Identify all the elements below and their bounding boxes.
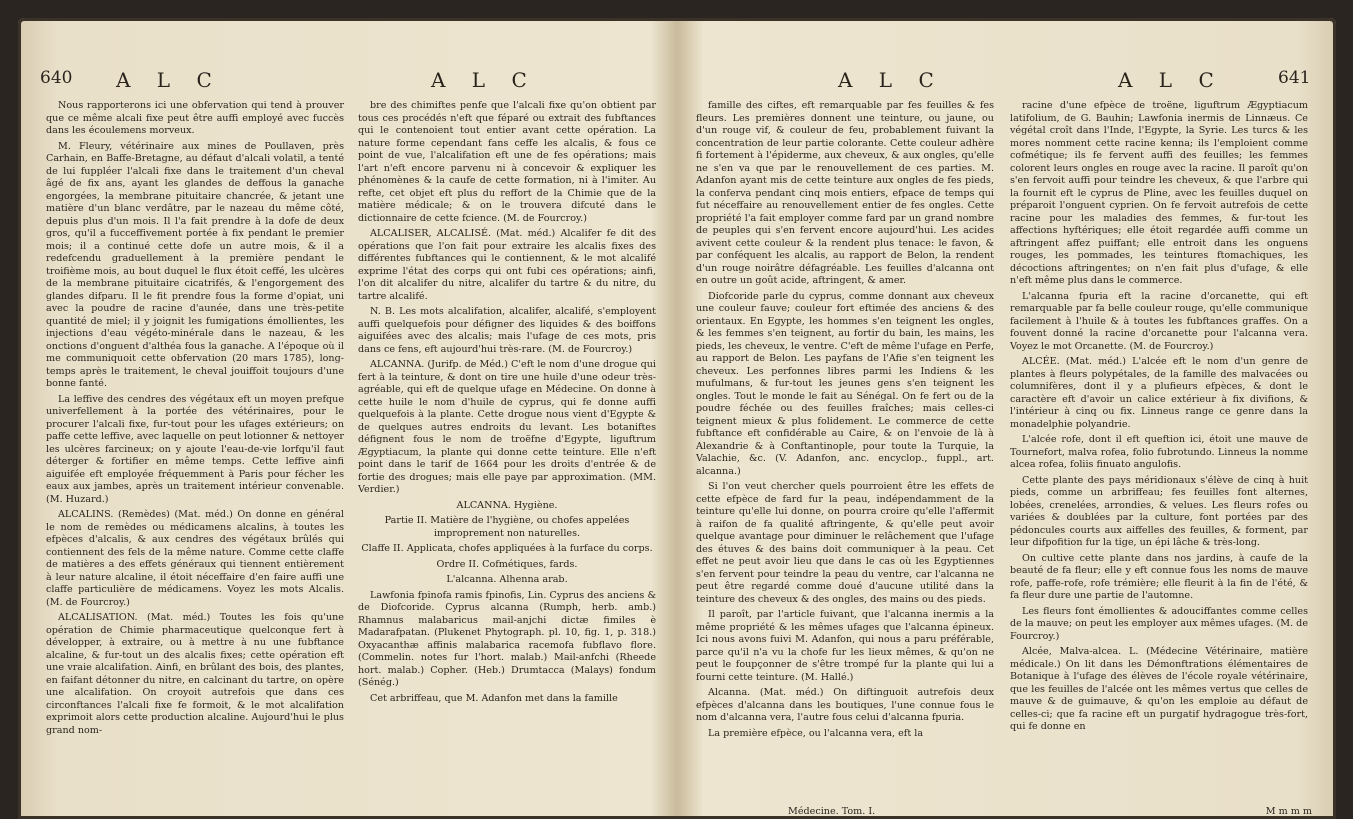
- signature-mark: M m m m: [1265, 806, 1312, 817]
- section-subheading: Ordre II. Cofmétiques, fards.: [436, 558, 578, 570]
- paragraph: N. B. Les mots alcalifation, alcalifer, alcalifé, s'employent auffi quelquefois pour défigner des liquides & des boiffons aiguifées avec des alcalis; mais l'ufage de ces mots, pris dans ce fens, eft aujourd'hui très-rare. (M. de Fourcroy.): [358, 306, 656, 355]
- left-page: [36, 58, 666, 819]
- page-number: 640: [40, 68, 73, 88]
- right-page: [688, 58, 1318, 819]
- paragraph: Alcée, Malva-alcea. L. (Médecine Vétérinaire, matière médicale.) On lit dans les Démonftrations élémentaires de Botanique à l'ufage des élèves de l'école royale vétérinaire, que les feuilles de l'alcée ont les mêmes vertus que celles de mauve & de guimauve, & qu'on les emploie au défaut de celles-ci; que fa racine eft un purgatif hydragogue très-fort, qui fe donne en: [1010, 646, 1308, 732]
- paragraph: La leffive des cendres des végétaux eft un moyen prefque univerfellement à la portée des vétérinaires, pour le procurer l'alcali fixe, fur-tout pour les ufages extérieurs; on paffe cette leffive, avec laquelle on peut lotionner & nettoyer les ulcères farcineux; on y ajoute l'eau-de-vie lorfqu'il faut déterger & fortifier en même temps. Cette leffive ainfi aiguifée eft employée fréquemment à Paris pour fécher les eaux aux jambes, après un traitement intérieur convenable. (M. Huzard.): [46, 393, 344, 505]
- paragraph: La première efpèce, ou l'alcanna vera, eft la: [708, 727, 924, 739]
- paragraph: L'alcanna fpuria eft la racine d'orcanette, qui eft remarquable par fa belle couleur rouge, qu'elle communique facilement à l'huile & à toutes les fubftances graffes. On a fouvent donné la racine d'orcanette pour l'alcanna vera. Voyez le mot Orcanette. (M. de Fourcroy.): [1010, 290, 1308, 352]
- left-page-header: [36, 68, 666, 94]
- paragraph: ALCÉE. (Mat. méd.) L'alcée eft le nom d'un genre de plantes à fleurs polypétales, de la famille des malvacées ou columnifères, dont il y a plufieurs efpèces, & dont le caractère eft d'avoir un calice extérieur à fix divifions, & l'intérieur à cinq ou fix. Linneus range ce genre dans la monadelphie polyandrie.: [1010, 356, 1308, 430]
- paragraph: Diofcoride parle du cyprus, comme donnant aux cheveux une couleur fauve; couleur fort eftimée des anciens & des orientaux. En Egypte, les hommes s'en teignent les ongles, & les femmes s'en teignent, au fortir du bain, les mains, les pieds, les cheveux, le ventre. C'eft de même l'ufage en Perfe, au rapport de Belon. Les payfans de l'Afie s'en teignent les cheveux. Les perfonnes libres parmi les Indiens & les mufulmans, & fur-tout les jeunes gens s'en teignent les ongles. Tout le monde le fait au Sénégal. On fe fert ou de la poudre féchée ou des feuilles fraîches; mais celles-ci teignent mieux & plus folidement. Le commerce de cette fubftance eft confidérable au Caire, & on l'envoie de là à Alexandrie & à Conftantinople, pour toute la Turquie, la Valachie, &c. (V. Adanfon, anc. encyclop., fuppl., art. alcanna.): [696, 290, 994, 477]
- paragraph: Lawfonia fpinofa ramis fpinofis, Lin. Cyprus des anciens & de Diofcoride. Cyprus alcanna (Rumph, herb. amb.) Rhamnus malabaricus mail-anjchi dictæ fimiles è Madarafpatan. (Plukenet Phytograph. pl. 10, fig. 1, p. 318.) Oxyacanthæ affinis malabarica racemofa fubflavo flore. (Commelin. notes fur l'hort. malab.) Mail-anfchi (Rheede hort. malab.) Copher. (Heb.) Drumtacca (Malays) fondum (Sénég.): [358, 589, 656, 688]
- paragraph: ALCALISATION. (Mat. méd.) Toutes les fois qu'une opération de Chimie pharmaceutique quelconque fert à développer, à extraire, ou à mettre à nu une fubftance alcaline, & fur-tout un des alcalis fixes; cette opération eft une vraie alcalifation. Ainfi, en brûlant des bois, des plantes, en faifant détonner du nitre, en calcinant du tartre, on opère une alcalifation. On croyoit autrefois que dans ces circonftances l'alcali fixe fe formoit, & le mot alcalifation exprimoit alors cette production alcaline. Aujourd'hui le plus grand nom-: [46, 612, 344, 736]
- running-headword: A L C: [838, 68, 944, 92]
- section-heading: ALCANNA. Hygiène.: [456, 499, 558, 511]
- paragraph: ALCANNA. (Jurifp. de Méd.) C'eft le nom d'une drogue qui fert à la teinture, & dont on tire une huile d'une odeur très-agréable, qui eft de quelque ufage en Médecine. On donne à cette huile le nom d'huile de cyprus, qui fe donne auffi quelquefois à la plante. Cette drogue nous vient d'Egypte & de quelques autres endroits du levant. Les botaniftes défignent fous le nom de troëfne d'Egypte, liguftrum Ægyptiacum, la plante qui donne cette teinture. Elle n'eft point dans le tarif de 1664 pour les droits d'entrée & de fortie des drogues; mais elle paye par approximation. (MM. Verdier.): [358, 359, 656, 495]
- paragraph: racine d'une efpèce de troëne, liguftrum Ægyptiacum latifolium, de G. Bauhin; Lawfonia inermis de Linnæus. Ce végétal croît dans l'Inde, l'Egypte, la Syrie. Les turcs & les mores nomment cette racine kenna; ils l'emploient comme cofmétique; ils fe fervent auffi des feuilles; les femmes colorent leurs ongles en rouge avec la racine. Il paroît qu'on s'en fervoit auffi pour teindre les cheveux, & que l'arbre qui la fournit eft le cyprus de Pline, avec les feuilles duquel on préparoit l'onguent cyprien. On fe fervoit autrefois de cette racine pour les maladies des femmes, & fur-tout les affections hyftériques; elle étoit regardée auffi comme un aftringent affez puiffant; elle entroit dans les onguens rouges, les pommades, les teintures ftomachiques, les décoctions aftringentes; on n'en fait plus d'ufage, & elle n'eft même plus dans le commerce.: [1010, 100, 1308, 286]
- paragraph: ALCALISER, ALCALISÉ. (Mat. méd.) Alcalifer fe dit des opérations que l'on fait pour extraire les alcalis fixes des différentes fubftances qui le contiennent, & le mot alcalifé exprime l'état des corps qui ont fubi ces opérations; ainfi, l'on dit alcalifer du nitre, alcalifer du tartre & du nitre, du tartre alcalifé.: [358, 228, 656, 302]
- paragraph: Les fleurs font émollientes & adouciffantes comme celles de la mauve; on peut les employer aux mêmes ufages. (M. de Fourcroy.): [1010, 605, 1308, 642]
- paragraph: M. Fleury, vétérinaire aux mines de Poullaven, près Carhain, en Baffe-Bretagne, au défaut d'alcali volatil, a tenté de lui fuppléer l'alcali fixe dans le traitement d'un cheval âgé de fix ans, ayant les glandes de deffous la ganache engorgées, la membrane pituitaire chancrée, & jetant une matière d'un blanc verdâtre, par le nazeau du même côté, depuis plus d'un mois. Il l'a fait prendre à la dofe de deux gros, qu'il a fucceffivement portée à fix pendant le premier mois; il a continué cette dofe un autre mois, & il a redefcendu graduellement à la première pendant le troifième mois, au bout duquel le flux étoit ceffé, les ulcères de la membrane pituitaire cicatrifés, & l'engorgement des glandes difparu. Il le fit prendre fous la forme d'opiat, uni avec la poudre de racine d'aunée, dans une très-petite quantité de miel; il y joignit les fumigations émollientes, les injections d'eau végéto-minérale dans le nazeau, & les onctions d'onguent d'althéa fous la ganache. A l'époque où il me communiquoit cette obfervation (20 mars 1785), long-temps après le traitement, le cheval jouiffoit toujours d'une bonne fanté.: [46, 140, 344, 389]
- page-number: 641: [1278, 68, 1311, 88]
- paragraph: Si l'on veut chercher quels pourroient être les effets de cette efpèce de fard fur la peau, indépendamment de la teinture qu'elle lui donne, on pourra croire qu'elle l'affermit à raifon de fa qualité aftringente, & qu'elle peut avoir quelque avantage pour diminuer le relâchement que l'ufage des étuves & des bains doit communiquer à la peau. Cet effet ne peut avoir lieu que dans le cas où les Egyptiennes s'en fervent pour teindre la peau du ventre, car l'alcanna ne peut être regardé comme doué d'aucune utilité dans la teinture des cheveux & des ongles, des mains ou des pieds.: [696, 481, 994, 605]
- paragraph: Cette plante des pays méridionaux s'élève de cinq à huit pieds, comme un arbriffeau; fes feuilles font alternes, lobées, crenelées, arrondies, & velues. Les fleurs rofes ou variées & doublées par la culture, font portées par des pédoncules courts aux aiffelles des feuilles, & forment, par leur difpofition fur la tige, un épi lâche & très-long.: [1010, 474, 1308, 548]
- text-column-2: [1010, 100, 1308, 812]
- running-headword: A L C: [116, 68, 222, 92]
- running-headword: A L C: [1118, 68, 1224, 92]
- section-subheading: Claffe II. Applicata, chofes appliquées à la furface du corps.: [361, 543, 653, 554]
- text-column-1: [696, 100, 994, 812]
- right-page-header: [688, 68, 1318, 94]
- text-column-2: [358, 100, 656, 812]
- paragraph: Cet arbriffeau, que M. Adanfon met dans la famille: [370, 692, 618, 704]
- footer-volume: Médecine. Tom. I.: [788, 806, 876, 817]
- section-subheading: L'alcanna. Alhenna arab.: [446, 574, 568, 585]
- paragraph: bre des chimiftes penfe que l'alcali fixe qu'on obtient par tous ces procédés n'eft que féparé ou extrait des fubftances qui le contenoient tout entier avant cette opération. La nature forme cependant fans ceffe les alcalis, & fous ce point de vue, l'alcalifation eft une de fes opérations; mais l'art n'eft encore parvenu ni à concevoir & expliquer les phénomènes & la caufe de cette formation, ni à l'imiter. Au refte, cet objet eft plus du reffort de la Chimie que de la matière médicale; & on le trouvera difcuté dans le dictionnaire de cette fcience. (M. de Fourcroy.): [358, 100, 656, 224]
- open-book: [18, 18, 1336, 819]
- text-column-1: [46, 100, 344, 812]
- paragraph: Alcanna. (Mat. méd.) On diftinguoit autrefois deux efpèces d'alcanna dans les boutiques, l'une connue fous le nom d'alcanna vera, l'autre fous celui d'alcanna fpuria.: [696, 687, 994, 723]
- running-headword: A L C: [431, 68, 537, 92]
- paragraph: On cultive cette plante dans nos jardins, à caufe de la beauté de fa fleur; elle y eft connue fous les noms de mauve rofe, paffe-rofe, rofe trémière; elle fleurit à la fin de l'été, & fa fleur dure une partie de l'automne.: [1010, 552, 1308, 601]
- paragraph: Nous rapporterons ici une obfervation qui tend à prouver que ce même alcali fixe peut être auffi employé avec fuccès dans les écoulemens morveux.: [46, 100, 344, 136]
- paragraph: L'alcée rofe, dont il eft queftion ici, étoit une mauve de Tournefort, malva rofea, folio fubrotundo. Linneus la nomme alcea rofea, foliis finuato angulofis.: [1010, 434, 1308, 470]
- section-subheading: Partie II. Matière de l'hygiène, ou chofes appelées improprement non naturelles.: [384, 515, 630, 539]
- paragraph: Il paroît, par l'article fuivant, que l'alcanna inermis a la même propriété & les mêmes ufages que l'alcanna épineux. Ici nous avons fuivi M. Adanfon, qui nous a paru préférable, parce qu'il n'a vu la chofe fur les lieux mêmes, & qu'on ne peut le foupçonner de s'être trompé fur la plante qui lui a fourni cette teinture. (M. Hallé.): [696, 609, 994, 683]
- paragraph: famille des ciftes, eft remarquable par fes feuilles & fes fleurs. Les premières donnent une teinture, ou jaune, ou d'un rouge vif, & couleur de feu, probablement fuivant la concentration de leur partie colorante. Cette couleur adhère fi fortement à l'épiderme, aux cheveux, & aux ongles, qu'elle ne s'en va que par le renouvellement de ces parties. M. Adanfon ayant mis de cette teinture aux ongles de fes pieds, la conferva pendant cinq mois entiers, efpace de temps qui fut néceffaire au renouvellement entier de fes ongles. Cette propriété l'a fait employer comme fard par un grand nombre de peuples qui s'en fervent encore aujourd'hui. Les acides avivent cette couleur & la rendent plus tenace: le favon, & par conféquent les alcalis, au rapport de Belon, la rendent d'un rouge noirâtre défagréable. Les feuilles d'alcanna ont en outre un goût acide, aftringent, & amer.: [696, 100, 994, 286]
- paragraph: ALCALINS. (Remèdes) (Mat. méd.) On donne en général le nom de remèdes ou médicamens alcalins, à toutes les efpèces d'alcalis, & aux cendres des végétaux brûlés qui contiennent des fels de la même nature. Comme cette claffe de matières a des effets généraux qui tiennent entièrement à leur nature alcaline, il étoit néceffaire d'en faire auffi une claffe particulière de médicamens. Voyez les mots Alcalis. (M. de Fourcroy.): [46, 509, 344, 608]
